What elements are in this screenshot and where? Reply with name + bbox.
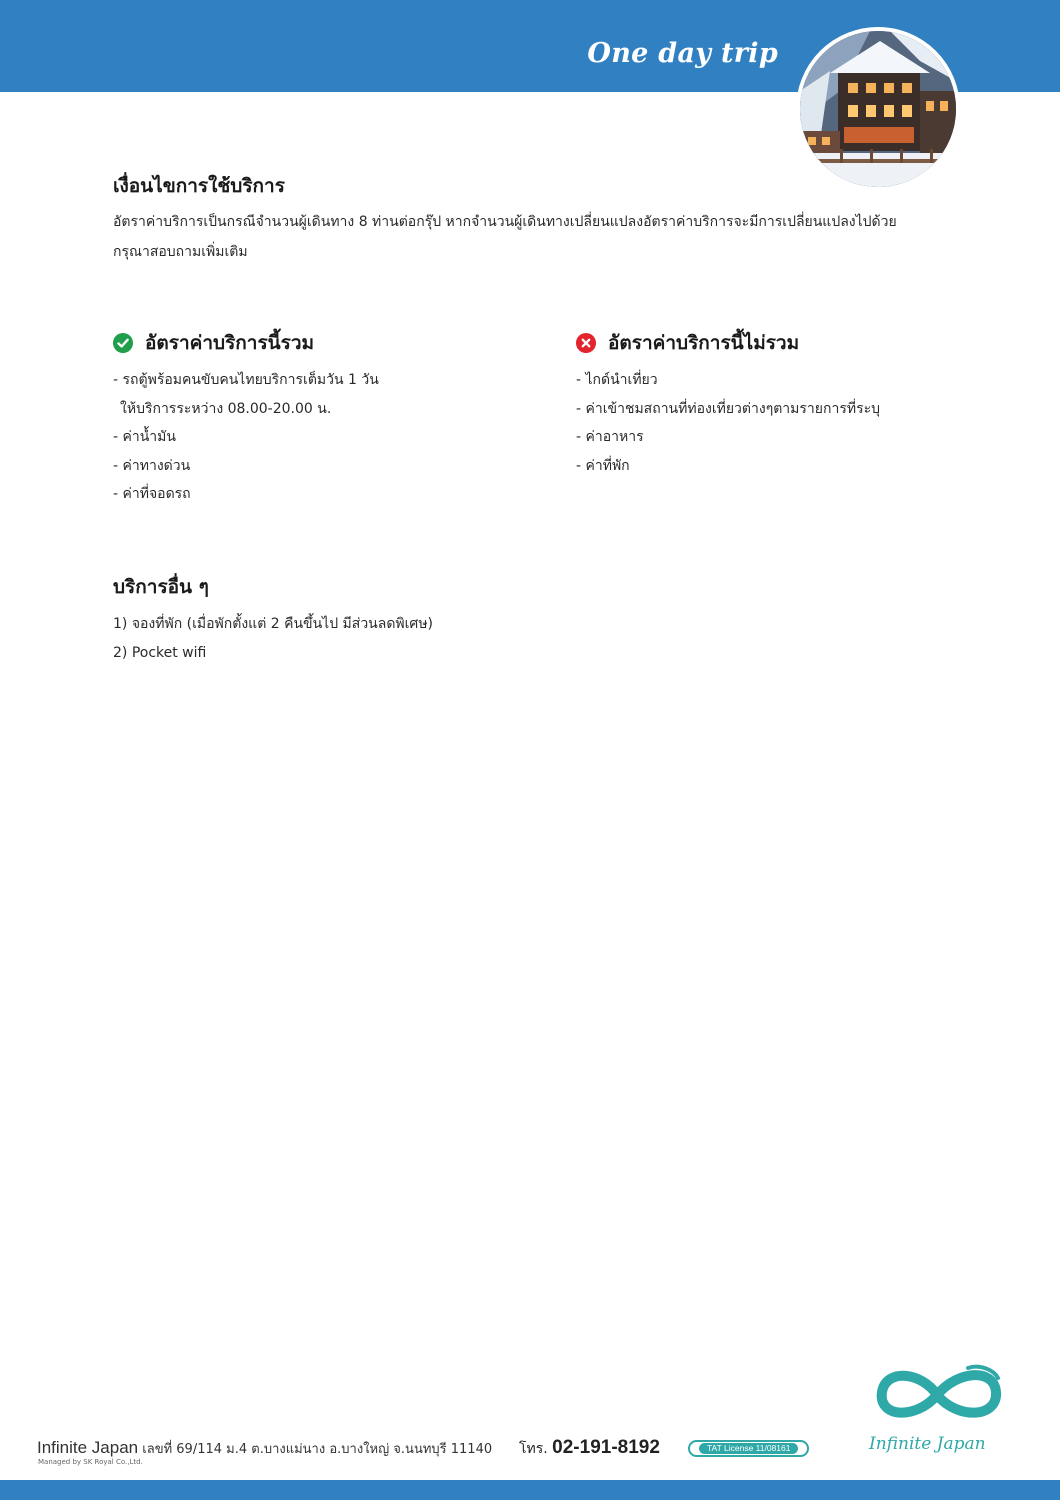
- excluded-heading: [576, 328, 799, 358]
- list-item: - ค่าทางด่วน: [113, 457, 191, 474]
- conditions-line: อัตราค่าบริการเป็นกรณีจำนวนผู้เดินทาง 8 ท่านต่อกรุ๊ป หากจำนวนผู้เดินทางเปลี่ยนแปลงอัตราค่าบริการจะมีการเปลี่ยนแปลงไปด้วย: [113, 214, 897, 230]
- footer-brand: Infinite Japan: [37, 1438, 139, 1457]
- phone-number[interactable]: 02-191-8192: [552, 1437, 660, 1458]
- included-heading: [113, 328, 314, 358]
- conditions-title: เงื่อนไขการใช้บริการ: [113, 175, 285, 197]
- other-services-title: บริการอื่น ๆ: [113, 576, 209, 598]
- list-item: - รถตู้พร้อมคนขับคนไทยบริการเต็มวัน 1 วัน: [113, 372, 379, 388]
- infinity-logo-icon: [872, 1360, 1002, 1430]
- snowy-onsen-town-photo: [796, 27, 960, 191]
- included-title: อัตราค่าบริการนี้รวม: [145, 332, 315, 354]
- list-item: 2) Pocket wifi: [113, 644, 207, 661]
- check-circle-icon: [113, 333, 133, 353]
- list-item: - ค่าน้ำมัน: [113, 429, 176, 446]
- other-services-list: [113, 610, 433, 667]
- list-item: - ค่าเข้าชมสถานที่ท่องเที่ยวต่างๆตามรายการที่ระบุ: [576, 400, 880, 417]
- included-list: [113, 366, 379, 509]
- list-item: ให้บริการระหว่าง 08.00-20.00 น.: [120, 400, 332, 417]
- list-item: 1) จองที่พัก (เมื่อพักตั้งแต่ 2 คืนขึ้นไป มีส่วนลดพิเศษ): [113, 616, 434, 632]
- footer-address: [37, 1438, 492, 1459]
- license-badge: [688, 1440, 809, 1457]
- x-circle-icon: [576, 333, 596, 353]
- conditions-line: กรุณาสอบถามเพิ่มเติม: [113, 244, 248, 260]
- excluded-title: อัตราค่าบริการนี้ไม่รวม: [608, 332, 800, 354]
- bottom-bar: [0, 1480, 1060, 1500]
- list-item: - ค่าที่จอดรถ: [113, 486, 191, 503]
- phone-label: โทร.: [519, 1441, 548, 1457]
- list-item: - ค่าที่พัก: [576, 457, 630, 474]
- logo-text: Infinite Japan: [869, 1434, 986, 1454]
- footer-phone: [519, 1437, 660, 1460]
- excluded-list: [576, 366, 880, 480]
- footer-address-text: เลขที่ 69/114 ม.4 ต.บางแม่นาง อ.บางใหญ่ จ.นนทบุรี 11140: [142, 1442, 493, 1457]
- footer-managed-by: Managed by SK Royal Co.,Ltd.: [38, 1458, 143, 1466]
- list-item: - ค่าอาหาร: [576, 429, 644, 446]
- list-item: - ไกด์นำเที่ยว: [576, 372, 658, 388]
- license-text: TAT License 11/08161: [699, 1443, 798, 1454]
- page-title: One day trip: [587, 38, 778, 69]
- conditions-text: [113, 207, 953, 267]
